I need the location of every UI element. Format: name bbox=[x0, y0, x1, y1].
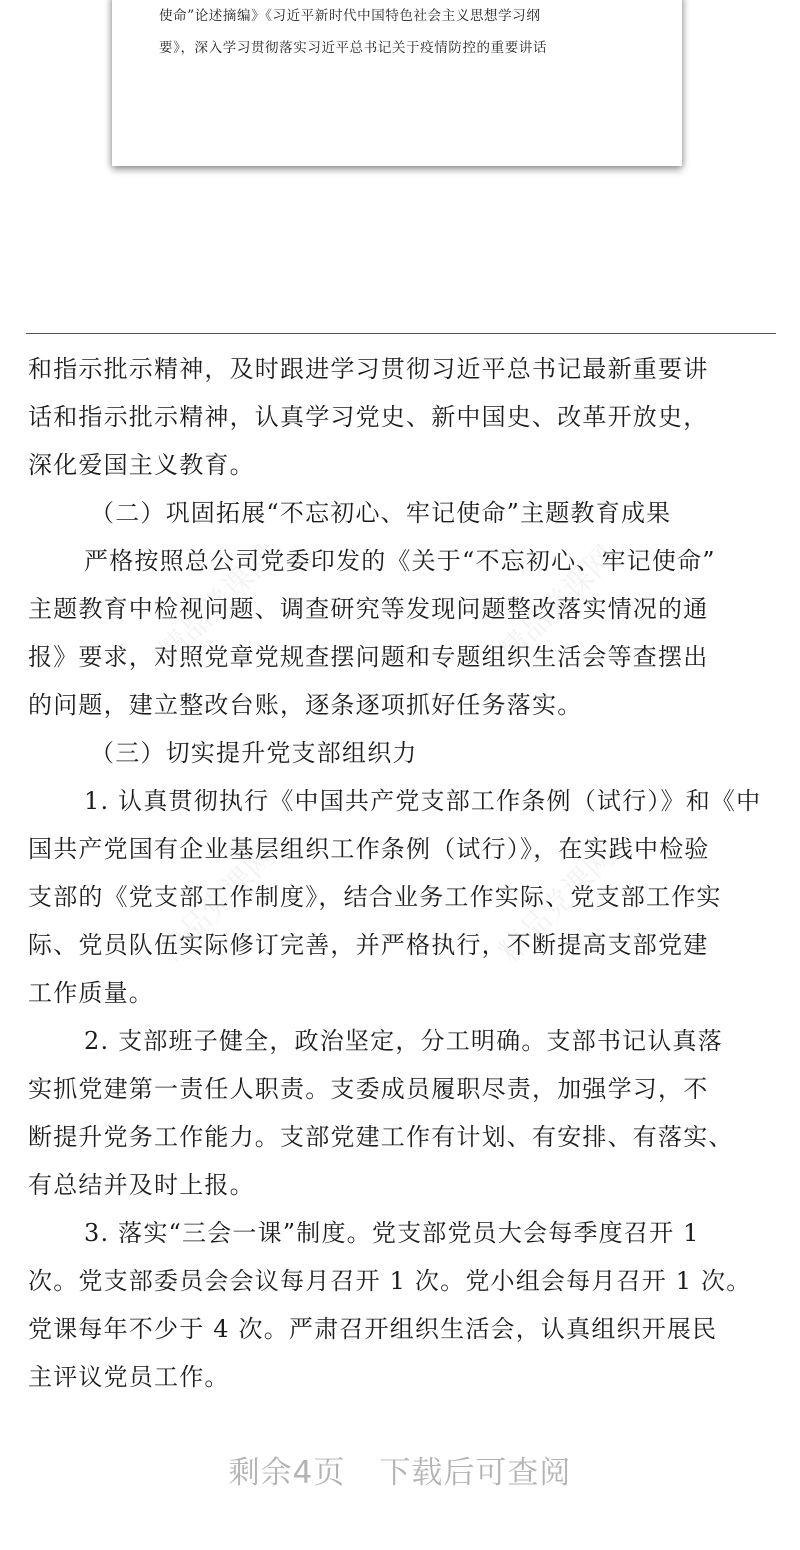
text-line: 2. 支部班子健全，政治坚定，分工明确。支部书记认真落 bbox=[84, 1027, 723, 1055]
text-line: 深化爱国主义教育。 bbox=[28, 451, 255, 479]
remaining-pages-notice[interactable] bbox=[0, 1447, 800, 1492]
text-line: 话和指示批示精神，认真学习党史、新中国史、改革开放史， bbox=[28, 403, 709, 431]
section-heading: （二）巩固拓展“不忘初心、牢记使命”主题教育成果 bbox=[90, 499, 672, 527]
previous-page-preview bbox=[112, 0, 682, 166]
section-heading: （三）切实提升党支部组织力 bbox=[90, 739, 418, 767]
text-line: 有总结并及时上报。 bbox=[28, 1171, 255, 1199]
text-line: 1. 认真贯彻执行《中国共产党支部工作条例（试行）》和《中 bbox=[84, 787, 762, 815]
watermark: 精品党课网 bbox=[492, 839, 623, 970]
text-line: 严格按照总公司党委印发的《关于“不忘初心、牢记使命” bbox=[84, 547, 716, 575]
remaining-pages-label[interactable]: 剩余4页 bbox=[228, 1455, 346, 1491]
text-line: 国共产党国有企业基层组织工作条例（试行）》，在实践中检验 bbox=[28, 835, 710, 863]
text-line: 3. 落实“三会一课”制度。党支部党员大会每季度召开 1 bbox=[84, 1219, 700, 1247]
text-line: 支部的《党支部工作制度》，结合业务工作实际、党支部工作实 bbox=[28, 883, 722, 911]
preview-line: 要》，深入学习贯彻落实习近平总书记关于疫情防控的重要讲话 bbox=[159, 40, 548, 56]
watermark: 精品党课网 bbox=[152, 839, 283, 970]
text-line: 工作质量。 bbox=[28, 979, 154, 1007]
text-line: 党课每年不少于 4 次。严肃召开组织生活会，认真组织开展民 bbox=[28, 1315, 718, 1343]
text-line: 和指示批示精神，及时跟进学习贯彻习近平总书记最新重要讲 bbox=[28, 355, 709, 383]
text-line: 际、党员队伍实际修订完善，并严格执行，不断提高支部党建 bbox=[28, 931, 709, 959]
text-line: 实抓党建第一责任人职责。支委成员履职尽责，加强学习，不 bbox=[28, 1075, 709, 1103]
document-body bbox=[28, 345, 776, 1401]
text-line: 主评议党员工作。 bbox=[28, 1363, 230, 1391]
text-line: 断提升党务工作能力。支部党建工作有计划、有安排、有落实、 bbox=[28, 1123, 734, 1151]
watermark: 精品党课网 bbox=[152, 539, 283, 670]
text-line: 的问题，建立整改台账，逐条逐项抓好任务落实。 bbox=[28, 691, 583, 719]
download-hint-label[interactable]: 下载后可查阅 bbox=[379, 1455, 572, 1491]
text-line: 次。党支部委员会会议每月召开 1 次。党小组会每月召开 1 次。 bbox=[28, 1267, 752, 1295]
preview-line: 使命”论述摘编》《习近平新时代中国特色社会主义思想学习纲 bbox=[159, 8, 541, 24]
watermark: 精品党课网 bbox=[492, 539, 623, 670]
text-line: 报》要求，对照党章党规查摆问题和专题组织生活会等查摆出 bbox=[28, 643, 709, 671]
page-divider bbox=[26, 333, 776, 334]
text-line: 主题教育中检视问题、调查研究等发现问题整改落实情况的通 bbox=[28, 595, 709, 623]
